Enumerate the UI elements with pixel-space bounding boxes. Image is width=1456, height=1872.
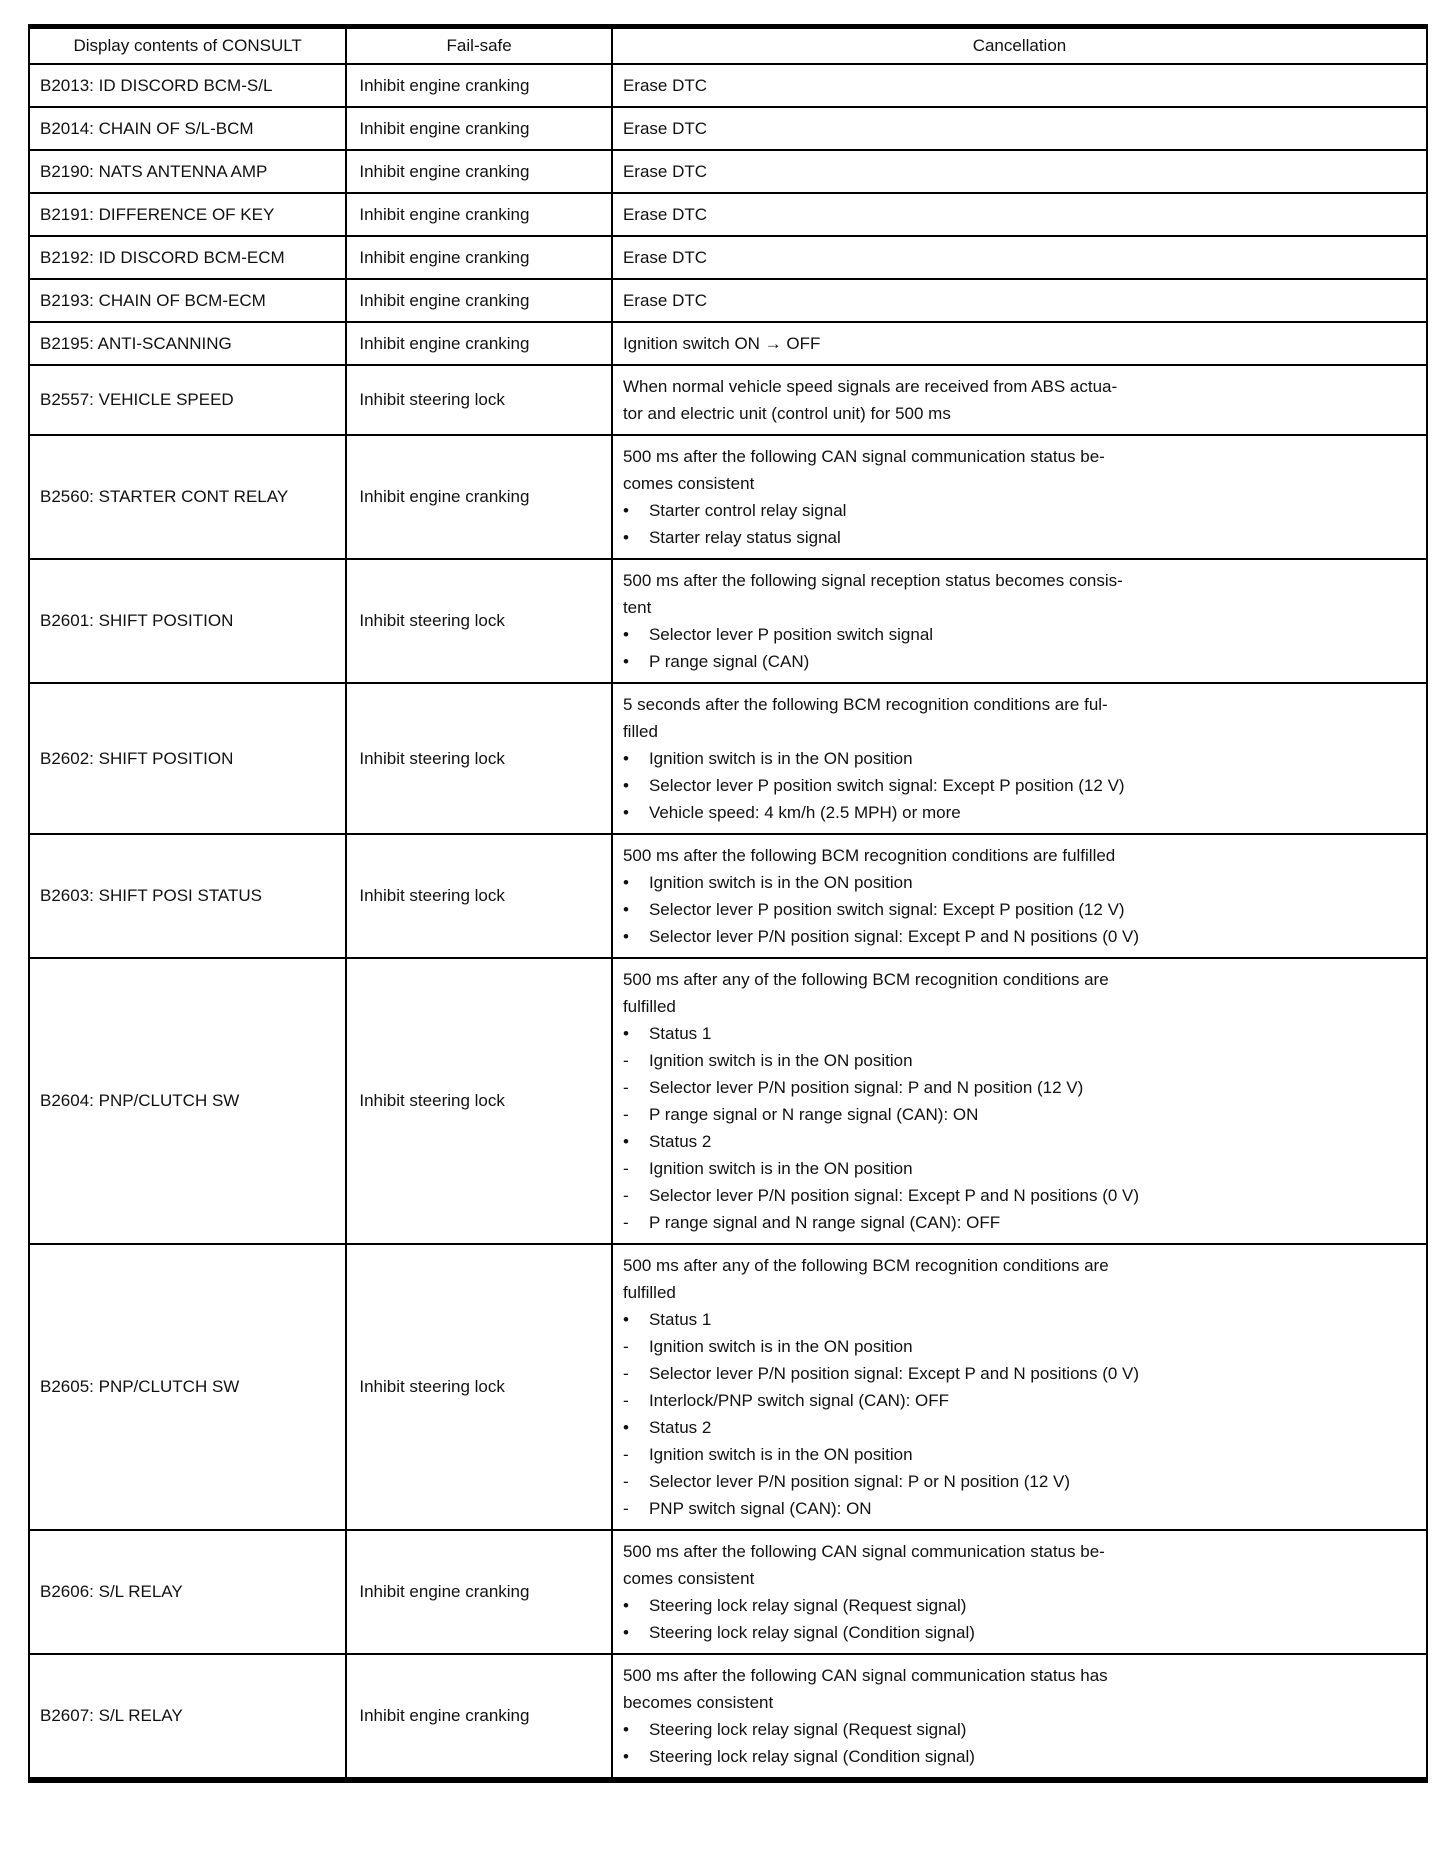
text-line: Erase DTC	[622, 248, 708, 267]
bullet-line	[623, 923, 1416, 950]
dash-line	[623, 1155, 1416, 1182]
list-marker: •	[622, 803, 629, 822]
list-item-text: Selector lever P/N position signal: P or N position (12 V)	[648, 1472, 1071, 1491]
bullet-line	[623, 1743, 1416, 1770]
table-body	[29, 64, 1427, 1780]
text-line: Ignition switch ON → OFF	[622, 334, 821, 353]
bullet-line	[623, 869, 1416, 896]
list-item-text: Starter relay status signal	[648, 528, 841, 547]
dtc-code-cell: B2603: SHIFT POSI STATUS	[29, 834, 346, 958]
fail-safe-cell: Inhibit engine cranking	[346, 150, 612, 193]
bullet-line	[623, 896, 1416, 923]
fail-safe-cell: Inhibit engine cranking	[346, 322, 612, 365]
dtc-code-cell: B2605: PNP/CLUTCH SW	[29, 1244, 346, 1530]
list-item-text: Ignition switch is in the ON position	[648, 1051, 913, 1070]
list-item-text: Selector lever P position switch signal	[648, 625, 934, 644]
text-line: comes consistent	[622, 1569, 755, 1588]
dtc-code-cell: B2560: STARTER CONT RELAY	[29, 435, 346, 559]
list-item-text: P range signal or N range signal (CAN): ON	[648, 1105, 979, 1124]
table-row	[29, 435, 1427, 559]
list-marker: •	[622, 528, 629, 547]
list-marker: •	[622, 1747, 629, 1766]
dtc-code-cell: B2193: CHAIN OF BCM-ECM	[29, 279, 346, 322]
fail-safe-cell: Inhibit steering lock	[346, 365, 612, 435]
text-line: filled	[622, 722, 658, 741]
column-header-failsafe: Fail-safe	[346, 27, 612, 65]
list-marker: •	[622, 776, 629, 795]
text-line: When normal vehicle speed signals are received from ABS actua-	[622, 377, 1118, 396]
list-marker: •	[622, 749, 629, 768]
text-line: fulfilled	[622, 1283, 676, 1302]
text-line: 500 ms after any of the following BCM recognition conditions are	[622, 1256, 1109, 1275]
list-item-text: Selector lever P/N position signal: Except P and N positions (0 V)	[648, 1186, 1140, 1205]
dtc-code-cell: B2607: S/L RELAY	[29, 1654, 346, 1780]
list-item-text: Ignition switch is in the ON position	[648, 873, 913, 892]
cancellation-cell	[612, 279, 1427, 322]
table-row	[29, 193, 1427, 236]
dtc-code-cell: B2014: CHAIN OF S/L-BCM	[29, 107, 346, 150]
dtc-code-cell: B2557: VEHICLE SPEED	[29, 365, 346, 435]
text-line: 500 ms after the following CAN signal communication status be-	[622, 447, 1105, 466]
column-header-consult: Display contents of CONSULT	[29, 27, 346, 65]
dtc-code-cell: B2192: ID DISCORD BCM-ECM	[29, 236, 346, 279]
list-marker: •	[622, 1132, 629, 1151]
table-row	[29, 279, 1427, 322]
cancellation-cell	[612, 435, 1427, 559]
cancellation-cell	[612, 236, 1427, 279]
fail-safe-cell: Inhibit engine cranking	[346, 435, 612, 559]
text-line: tor and electric unit (control unit) for 500 ms	[622, 404, 951, 423]
cancellation-cell	[612, 834, 1427, 958]
text-line: Erase DTC	[622, 76, 708, 95]
cancellation-cell	[612, 365, 1427, 435]
table-row	[29, 365, 1427, 435]
list-item-text: Ignition switch is in the ON position	[648, 1337, 913, 1356]
list-item-text: Selector lever P/N position signal: P and N position (12 V)	[648, 1078, 1084, 1097]
list-marker: •	[622, 900, 629, 919]
fail-safe-cell: Inhibit steering lock	[346, 958, 612, 1244]
dash-line	[623, 1047, 1416, 1074]
cancellation-cell	[612, 683, 1427, 834]
cancellation-cell	[612, 64, 1427, 107]
cancellation-cell	[612, 150, 1427, 193]
dtc-code-cell: B2013: ID DISCORD BCM-S/L	[29, 64, 346, 107]
cancellation-cell	[612, 322, 1427, 365]
list-marker: -	[622, 1364, 629, 1383]
fail-safe-cell: Inhibit engine cranking	[346, 1530, 612, 1654]
list-item-text: Steering lock relay signal (Condition signal)	[648, 1623, 975, 1642]
dash-line	[623, 1074, 1416, 1101]
list-marker: -	[622, 1105, 629, 1124]
dash-line	[623, 1209, 1416, 1236]
bullet-line	[623, 772, 1416, 799]
list-item-text: Interlock/PNP switch signal (CAN): OFF	[648, 1391, 950, 1410]
list-item-text: PNP switch signal (CAN): ON	[648, 1499, 872, 1518]
list-item-text: Status 2	[648, 1418, 712, 1437]
dash-line	[623, 1468, 1416, 1495]
fail-safe-cell: Inhibit engine cranking	[346, 1654, 612, 1780]
list-marker: •	[622, 1024, 629, 1043]
bullet-line	[623, 497, 1416, 524]
list-item-text: Steering lock relay signal (Request signal)	[648, 1720, 967, 1739]
list-marker: •	[622, 1596, 629, 1615]
list-item-text: Selector lever P/N position signal: Except P and N positions (0 V)	[648, 927, 1140, 946]
bullet-line	[623, 1128, 1416, 1155]
list-marker: -	[622, 1186, 629, 1205]
bullet-line	[623, 745, 1416, 772]
fail-safe-cell: Inhibit steering lock	[346, 1244, 612, 1530]
list-item-text: Selector lever P position switch signal: Except P position (12 V)	[648, 900, 1125, 919]
list-marker: •	[622, 1418, 629, 1437]
list-marker: •	[622, 873, 629, 892]
table-row	[29, 1654, 1427, 1780]
list-item-text: Steering lock relay signal (Request signal)	[648, 1596, 967, 1615]
list-marker: -	[622, 1499, 629, 1518]
table-header-row	[29, 27, 1427, 65]
dash-line	[623, 1495, 1416, 1522]
bullet-line	[623, 1619, 1416, 1646]
text-line: tent	[622, 598, 652, 617]
text-line: 5 seconds after the following BCM recognition conditions are ful-	[622, 695, 1108, 714]
list-item-text: Status 2	[648, 1132, 712, 1151]
table-row	[29, 107, 1427, 150]
text-line: 500 ms after the following BCM recognition conditions are fulfilled	[622, 846, 1116, 865]
text-line: Erase DTC	[622, 205, 708, 224]
list-marker: -	[622, 1445, 629, 1464]
list-marker: •	[622, 1720, 629, 1739]
cancellation-cell	[612, 107, 1427, 150]
bullet-line	[623, 1306, 1416, 1333]
text-line: becomes consistent	[622, 1693, 774, 1712]
text-line: 500 ms after any of the following BCM recognition conditions are	[622, 970, 1109, 989]
list-marker: -	[622, 1051, 629, 1070]
fail-safe-cell: Inhibit engine cranking	[346, 279, 612, 322]
table-row	[29, 1244, 1427, 1530]
table-row	[29, 64, 1427, 107]
list-marker: -	[622, 1391, 629, 1410]
dtc-code-cell: B2602: SHIFT POSITION	[29, 683, 346, 834]
fail-safe-cell: Inhibit engine cranking	[346, 64, 612, 107]
table-row	[29, 834, 1427, 958]
table-row	[29, 958, 1427, 1244]
table-row	[29, 150, 1427, 193]
list-item-text: Status 1	[648, 1310, 712, 1329]
dtc-code-cell: B2195: ANTI-SCANNING	[29, 322, 346, 365]
dtc-code-cell: B2601: SHIFT POSITION	[29, 559, 346, 683]
dash-line	[623, 1387, 1416, 1414]
list-marker: •	[622, 1623, 629, 1642]
list-item-text: Ignition switch is in the ON position	[648, 1159, 913, 1178]
text-line: 500 ms after the following signal reception status becomes consis-	[622, 571, 1123, 590]
list-marker: •	[622, 652, 629, 671]
cancellation-cell	[612, 193, 1427, 236]
column-header-cancellation: Cancellation	[612, 27, 1427, 65]
table-row	[29, 683, 1427, 834]
bullet-line	[623, 1020, 1416, 1047]
list-marker: •	[622, 927, 629, 946]
bullet-line	[623, 621, 1416, 648]
list-item-text: Selector lever P position switch signal: Except P position (12 V)	[648, 776, 1125, 795]
dtc-code-cell: B2606: S/L RELAY	[29, 1530, 346, 1654]
fail-safe-cell: Inhibit engine cranking	[346, 107, 612, 150]
fail-safe-cell: Inhibit steering lock	[346, 683, 612, 834]
list-item-text: Steering lock relay signal (Condition signal)	[648, 1747, 975, 1766]
dash-line	[623, 1441, 1416, 1468]
cancellation-cell	[612, 1244, 1427, 1530]
text-line: fulfilled	[622, 997, 676, 1016]
bullet-line	[623, 1414, 1416, 1441]
text-line: Erase DTC	[622, 162, 708, 181]
list-item-text: P range signal and N range signal (CAN): OFF	[648, 1213, 1001, 1232]
bullet-line	[623, 524, 1416, 551]
list-item-text: P range signal (CAN)	[648, 652, 810, 671]
dash-line	[623, 1101, 1416, 1128]
text-line: 500 ms after the following CAN signal communication status has	[622, 1666, 1108, 1685]
cancellation-cell	[612, 559, 1427, 683]
dash-line	[623, 1333, 1416, 1360]
list-item-text: Ignition switch is in the ON position	[648, 749, 913, 768]
fail-safe-cell: Inhibit steering lock	[346, 559, 612, 683]
list-item-text: Selector lever P/N position signal: Except P and N positions (0 V)	[648, 1364, 1140, 1383]
list-item-text: Status 1	[648, 1024, 712, 1043]
cancellation-cell	[612, 1654, 1427, 1780]
dash-line	[623, 1360, 1416, 1387]
bullet-line	[623, 648, 1416, 675]
list-item-text: Vehicle speed: 4 km/h (2.5 MPH) or more	[648, 803, 961, 822]
dtc-code-cell: B2191: DIFFERENCE OF KEY	[29, 193, 346, 236]
table-row	[29, 559, 1427, 683]
cancellation-cell	[612, 958, 1427, 1244]
list-item-text: Starter control relay signal	[648, 501, 847, 520]
text-line: 500 ms after the following CAN signal communication status be-	[622, 1542, 1105, 1561]
list-marker: -	[622, 1078, 629, 1097]
text-line: Erase DTC	[622, 291, 708, 310]
list-marker: •	[622, 1310, 629, 1329]
list-marker: -	[622, 1472, 629, 1491]
bullet-line	[623, 1716, 1416, 1743]
list-item-text: Ignition switch is in the ON position	[648, 1445, 913, 1464]
list-marker: -	[622, 1213, 629, 1232]
table-row	[29, 322, 1427, 365]
dash-line	[623, 1182, 1416, 1209]
fail-safe-cell: Inhibit engine cranking	[346, 193, 612, 236]
dtc-code-cell: B2190: NATS ANTENNA AMP	[29, 150, 346, 193]
table-row	[29, 236, 1427, 279]
fail-safe-cell: Inhibit engine cranking	[346, 236, 612, 279]
dtc-fail-safe-table	[28, 24, 1428, 1783]
bullet-line	[623, 1592, 1416, 1619]
cancellation-cell	[612, 1530, 1427, 1654]
list-marker: -	[622, 1159, 629, 1178]
list-marker: •	[622, 501, 629, 520]
list-marker: -	[622, 1337, 629, 1356]
fail-safe-cell: Inhibit steering lock	[346, 834, 612, 958]
bullet-line	[623, 799, 1416, 826]
text-line: comes consistent	[622, 474, 755, 493]
table-row	[29, 1530, 1427, 1654]
dtc-code-cell: B2604: PNP/CLUTCH SW	[29, 958, 346, 1244]
list-marker: •	[622, 625, 629, 644]
text-line: Erase DTC	[622, 119, 708, 138]
